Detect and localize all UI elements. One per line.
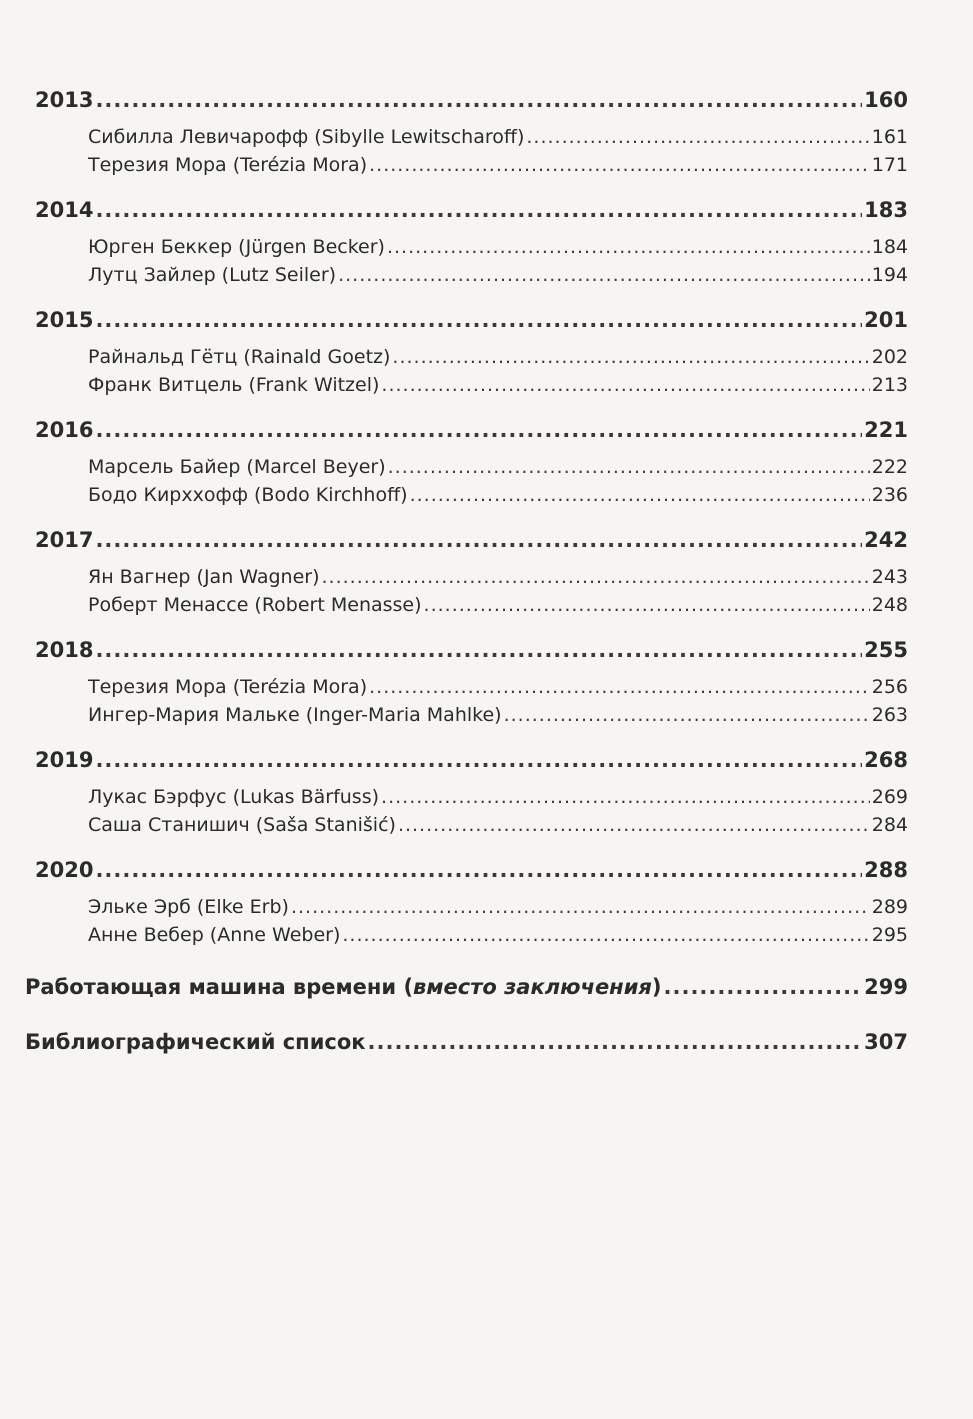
toc-author-entry[interactable] xyxy=(88,346,908,368)
author-title: Ян Вагнер (Jan Wagner) xyxy=(88,566,320,588)
bibliography-page-number: 307 xyxy=(864,1030,908,1054)
author-title: Ингер-Мария Мальке (Inger-Maria Mahlke) xyxy=(88,704,502,726)
author-page-number: 248 xyxy=(871,594,908,616)
toc-author-entry[interactable] xyxy=(88,126,908,148)
author-page-number: 171 xyxy=(871,154,908,176)
leader-dots xyxy=(388,456,870,478)
toc-year-heading[interactable] xyxy=(35,198,908,222)
leader-dots xyxy=(95,198,862,222)
leader-dots xyxy=(381,786,870,808)
leader-dots xyxy=(95,418,862,442)
author-page-number: 194 xyxy=(871,264,908,286)
toc-author-entry[interactable] xyxy=(88,456,908,478)
leader-dots xyxy=(95,528,862,552)
author-page-number: 263 xyxy=(871,704,908,726)
leader-dots xyxy=(369,676,870,698)
year-page-number: 255 xyxy=(864,638,908,662)
leader-dots xyxy=(322,566,870,588)
author-page-number: 202 xyxy=(871,346,908,368)
author-page-number: 236 xyxy=(871,484,908,506)
author-title: Бодо Кирххофф (Bodo Kirchhoff) xyxy=(88,484,408,506)
leader-dots xyxy=(368,1030,863,1054)
author-page-number: 269 xyxy=(871,786,908,808)
toc-year-heading[interactable] xyxy=(35,418,908,442)
toc-author-entry[interactable] xyxy=(88,924,908,946)
toc-author-entry[interactable] xyxy=(88,374,908,396)
year-page-number: 160 xyxy=(864,88,908,112)
toc-author-entry[interactable] xyxy=(88,594,908,616)
leader-dots xyxy=(95,88,862,112)
leader-dots xyxy=(291,896,870,918)
leader-dots xyxy=(398,814,870,836)
toc-author-entry[interactable] xyxy=(88,676,908,698)
year-page-number: 288 xyxy=(864,858,908,882)
toc-author-entry[interactable] xyxy=(88,786,908,808)
year-page-number: 201 xyxy=(864,308,908,332)
closing-page-number: 299 xyxy=(864,975,908,999)
year-page-number: 242 xyxy=(864,528,908,552)
leader-dots xyxy=(369,154,870,176)
toc-year-heading[interactable] xyxy=(35,638,908,662)
author-page-number: 184 xyxy=(871,236,908,258)
leader-dots xyxy=(392,346,869,368)
toc-author-entry[interactable] xyxy=(88,814,908,836)
author-page-number: 161 xyxy=(871,126,908,148)
year-label: 2014 xyxy=(35,198,94,222)
author-title: Марсель Байер (Marcel Beyer) xyxy=(88,456,386,478)
author-page-number: 289 xyxy=(871,896,908,918)
toc-year-heading[interactable] xyxy=(35,308,908,332)
year-page-number: 268 xyxy=(864,748,908,772)
toc-author-entry[interactable] xyxy=(88,896,908,918)
toc-author-entry[interactable] xyxy=(88,704,908,726)
year-label: 2017 xyxy=(35,528,94,552)
toc-year-heading[interactable] xyxy=(35,748,908,772)
year-page-number: 183 xyxy=(864,198,908,222)
author-title: Райнальд Гётц (Rainald Goetz) xyxy=(88,346,391,368)
author-title: Саша Станишич (Saša Stanišić) xyxy=(88,814,396,836)
author-title: Роберт Менассе (Robert Menasse) xyxy=(88,594,422,616)
leader-dots xyxy=(526,126,869,148)
closing-title: Работающая машина времени (вместо заключения) xyxy=(25,975,662,999)
leader-dots xyxy=(338,264,870,286)
year-page-number: 221 xyxy=(864,418,908,442)
year-label: 2018 xyxy=(35,638,94,662)
leader-dots xyxy=(664,975,863,999)
author-title: Терезия Мора (Terézia Mora) xyxy=(88,154,368,176)
leader-dots xyxy=(387,236,870,258)
toc-closing-entry[interactable] xyxy=(25,975,908,999)
author-title: Сибилла Левичарофф (Sibylle Lewitscharoff) xyxy=(88,126,525,148)
toc-year-heading[interactable] xyxy=(35,858,908,882)
author-title: Эльке Эрб (Elke Erb) xyxy=(88,896,289,918)
toc-year-heading[interactable] xyxy=(35,88,908,112)
year-label: 2016 xyxy=(35,418,94,442)
leader-dots xyxy=(410,484,870,506)
leader-dots xyxy=(342,924,869,946)
author-page-number: 222 xyxy=(871,456,908,478)
year-label: 2013 xyxy=(35,88,94,112)
author-page-number: 284 xyxy=(871,814,908,836)
toc-bibliography-entry[interactable] xyxy=(25,1030,908,1054)
author-title: Лутц Зайлер (Lutz Seiler) xyxy=(88,264,337,286)
leader-dots xyxy=(424,594,870,616)
toc-author-entry[interactable] xyxy=(88,566,908,588)
author-title: Лукас Бэрфус (Lukas Bärfuss) xyxy=(88,786,380,808)
leader-dots xyxy=(504,704,870,726)
toc-author-entry[interactable] xyxy=(88,264,908,286)
year-label: 2020 xyxy=(35,858,94,882)
leader-dots xyxy=(95,638,862,662)
year-label: 2015 xyxy=(35,308,94,332)
author-page-number: 243 xyxy=(871,566,908,588)
toc-author-entry[interactable] xyxy=(88,484,908,506)
author-page-number: 256 xyxy=(871,676,908,698)
author-page-number: 213 xyxy=(871,374,908,396)
author-title: Терезия Мора (Terézia Mora) xyxy=(88,676,368,698)
author-title: Юрген Беккер (Jürgen Becker) xyxy=(88,236,385,258)
leader-dots xyxy=(95,748,862,772)
author-page-number: 295 xyxy=(871,924,908,946)
bibliography-title: Библиографический список xyxy=(25,1030,366,1054)
year-label: 2019 xyxy=(35,748,94,772)
toc-author-entry[interactable] xyxy=(88,154,908,176)
leader-dots xyxy=(381,374,869,396)
toc-year-heading[interactable] xyxy=(35,528,908,552)
toc-author-entry[interactable] xyxy=(88,236,908,258)
author-title: Анне Вебер (Anne Weber) xyxy=(88,924,341,946)
author-title: Франк Витцель (Frank Witzel) xyxy=(88,374,380,396)
leader-dots xyxy=(95,858,862,882)
leader-dots xyxy=(95,308,862,332)
